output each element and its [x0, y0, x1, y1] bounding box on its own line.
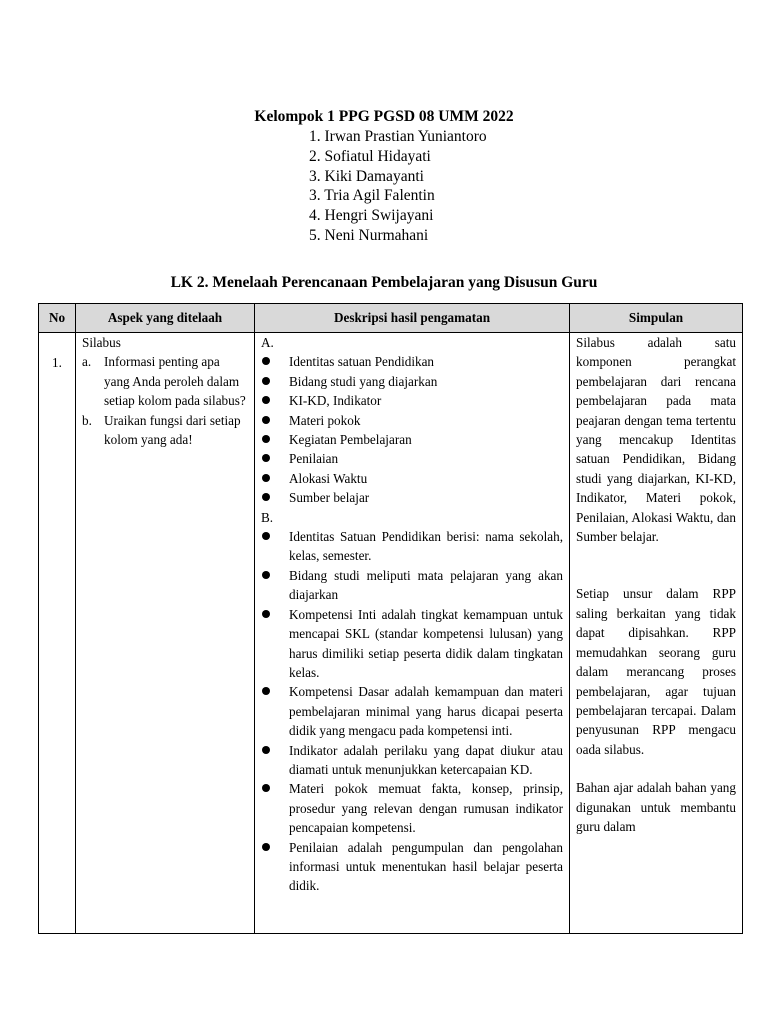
cell-no — [39, 333, 76, 934]
list-item-text: Sumber belajar — [289, 490, 370, 506]
bullet-icon — [262, 493, 270, 501]
list-item-text: Identitas satuan Pendidikan — [289, 354, 435, 370]
bullet-icon — [262, 532, 270, 540]
list-item — [261, 469, 563, 488]
list-item-text: Indikator adalah perilaku yang dapat diukur atau diamati untuk menunjukkan ketercapaian KD. — [289, 742, 563, 777]
simpulan-paragraph: Setiap unsur dalam RPP saling berkaitan yang tidak dapat dipisahkan. RPP memudahkan seorang guru dalam merancang proses pembelajaran, agar tujuan pembelajaran tercapai. Dalam penyusunan RPP mengacu oada silabus. — [576, 586, 736, 757]
member-item: 5. Neni Nurmahani — [309, 226, 429, 244]
header-deskripsi: Deskripsi hasil pengamatan — [255, 304, 570, 333]
bullet-icon — [262, 416, 270, 424]
section-b-label: B. — [261, 509, 274, 525]
list-item — [261, 566, 563, 605]
review-table — [38, 303, 743, 934]
paragraph-spacer — [576, 759, 736, 778]
header-aspek: Aspek yang ditelaah — [76, 304, 255, 333]
aspek-item — [82, 352, 248, 410]
cell-aspek — [76, 333, 255, 934]
bullet-icon — [262, 746, 270, 754]
section-a-label: A. — [261, 335, 274, 350]
bullet-icon — [262, 784, 270, 792]
list-item-text: Penilaian adalah pengumpulan dan pengolahan informasi untuk menentukan hasil belajar peserta didik. — [289, 839, 563, 894]
list-item-text: Bidang studi meliputi mata pelajaran yang akan diajarkan — [289, 567, 563, 603]
list-item — [261, 741, 563, 780]
member-item: 2. Sofiatul Hidayati — [309, 147, 431, 165]
header-simpulan: Simpulan — [570, 304, 743, 333]
aspek-item-text: Informasi penting apa yang Anda peroleh dalam setiap kolom pada silabus? — [104, 354, 246, 409]
bullet-icon — [262, 571, 270, 579]
list-item-text: Identitas Satuan Pendidikan berisi: nama sekolah, kelas, semester. — [289, 529, 563, 564]
section-b-list — [261, 527, 563, 896]
list-item-text: Materi pokok memuat fakta, konsep, prinsip, prosedur yang relevan dengan rumusan indikator pencapaian kompetensi. — [289, 781, 563, 836]
list-item-text: Materi pokok — [289, 412, 361, 428]
list-item — [261, 411, 563, 430]
group-title: Kelompok 1 PPG PGSD 08 UMM 2022 — [254, 108, 514, 125]
simpulan-paragraph: Silabus adalah satu komponen perangkat pembelajaran dari rencana pembelajaran pada mata peajaran dengan tema tertentu yang mencakup Identitas satuan Pendidikan, Bidang studi yang diajarkan, KI-KD, Indikator, Materi pokok, Penilaian, Alokasi Waktu, dan Sumber belajar. — [576, 335, 736, 545]
row-number: 1. — [52, 355, 62, 370]
member-list — [309, 127, 487, 246]
bullet-icon — [262, 396, 270, 404]
bullet-icon — [262, 610, 270, 618]
aspek-item-label: b. — [82, 412, 92, 428]
member-item: 4. Hengri Swijayani — [309, 207, 434, 225]
member-item: 3. Tria Agil Falentin — [309, 187, 435, 205]
bullet-icon — [262, 474, 270, 482]
list-item — [261, 352, 563, 371]
paragraph-spacer — [576, 546, 736, 584]
list-item — [261, 372, 563, 391]
list-item — [261, 430, 563, 449]
list-item — [261, 838, 563, 896]
list-item — [261, 605, 563, 683]
list-item — [261, 488, 563, 507]
bullet-icon — [262, 377, 270, 385]
header-no: No — [39, 304, 76, 333]
aspek-title: Silabus — [82, 335, 121, 350]
list-item-text: Penilaian — [289, 451, 339, 467]
simpulan-paragraph: Bahan ajar adalah bahan yang digunakan untuk membantu guru dalam — [576, 780, 736, 834]
list-item — [261, 682, 563, 740]
list-item-text: Kompetensi Inti adalah tingkat kemampuan untuk mencapai SKL (standar kompetensi lulusan) yang harus dimiliki setiap peserta didik dalam tingkatan kelas. — [289, 606, 563, 680]
member-item: 1. Irwan Prastian Yuniantoro — [309, 128, 487, 145]
list-item — [261, 391, 563, 410]
list-item-text: KI-KD, Indikator — [289, 393, 382, 409]
worksheet-title: LK 2. Menelaah Perencanaan Pembelajaran yang Disusun Guru — [170, 274, 598, 291]
cell-deskripsi — [255, 333, 570, 934]
bullet-icon — [262, 454, 270, 462]
cell-simpulan — [570, 333, 743, 934]
aspek-item — [82, 411, 248, 450]
bullet-icon — [262, 435, 270, 443]
bullet-icon — [262, 843, 270, 851]
bullet-icon — [262, 687, 270, 695]
aspek-item-text: Uraikan fungsi dari setiap kolom yang ada! — [104, 412, 241, 448]
table-header-row — [39, 304, 743, 333]
list-item — [261, 449, 563, 468]
table-row — [39, 333, 743, 934]
bullet-icon — [262, 357, 270, 365]
section-a-list — [261, 352, 563, 507]
list-item-text: Kegiatan Pembelajaran — [289, 432, 412, 448]
member-item: 3. Kiki Damayanti — [309, 167, 424, 185]
list-item-text: Kompetensi Dasar adalah kemampuan dan materi pembelajaran minimal yang harus dicapai peserta didik yang mengacu pada kompetensi inti. — [289, 684, 563, 739]
aspek-item-label: a. — [82, 354, 92, 370]
list-item-text: Bidang studi yang diajarkan — [289, 373, 438, 389]
list-item — [261, 527, 563, 566]
list-item — [261, 779, 563, 837]
list-item-text: Alokasi Waktu — [289, 470, 368, 486]
